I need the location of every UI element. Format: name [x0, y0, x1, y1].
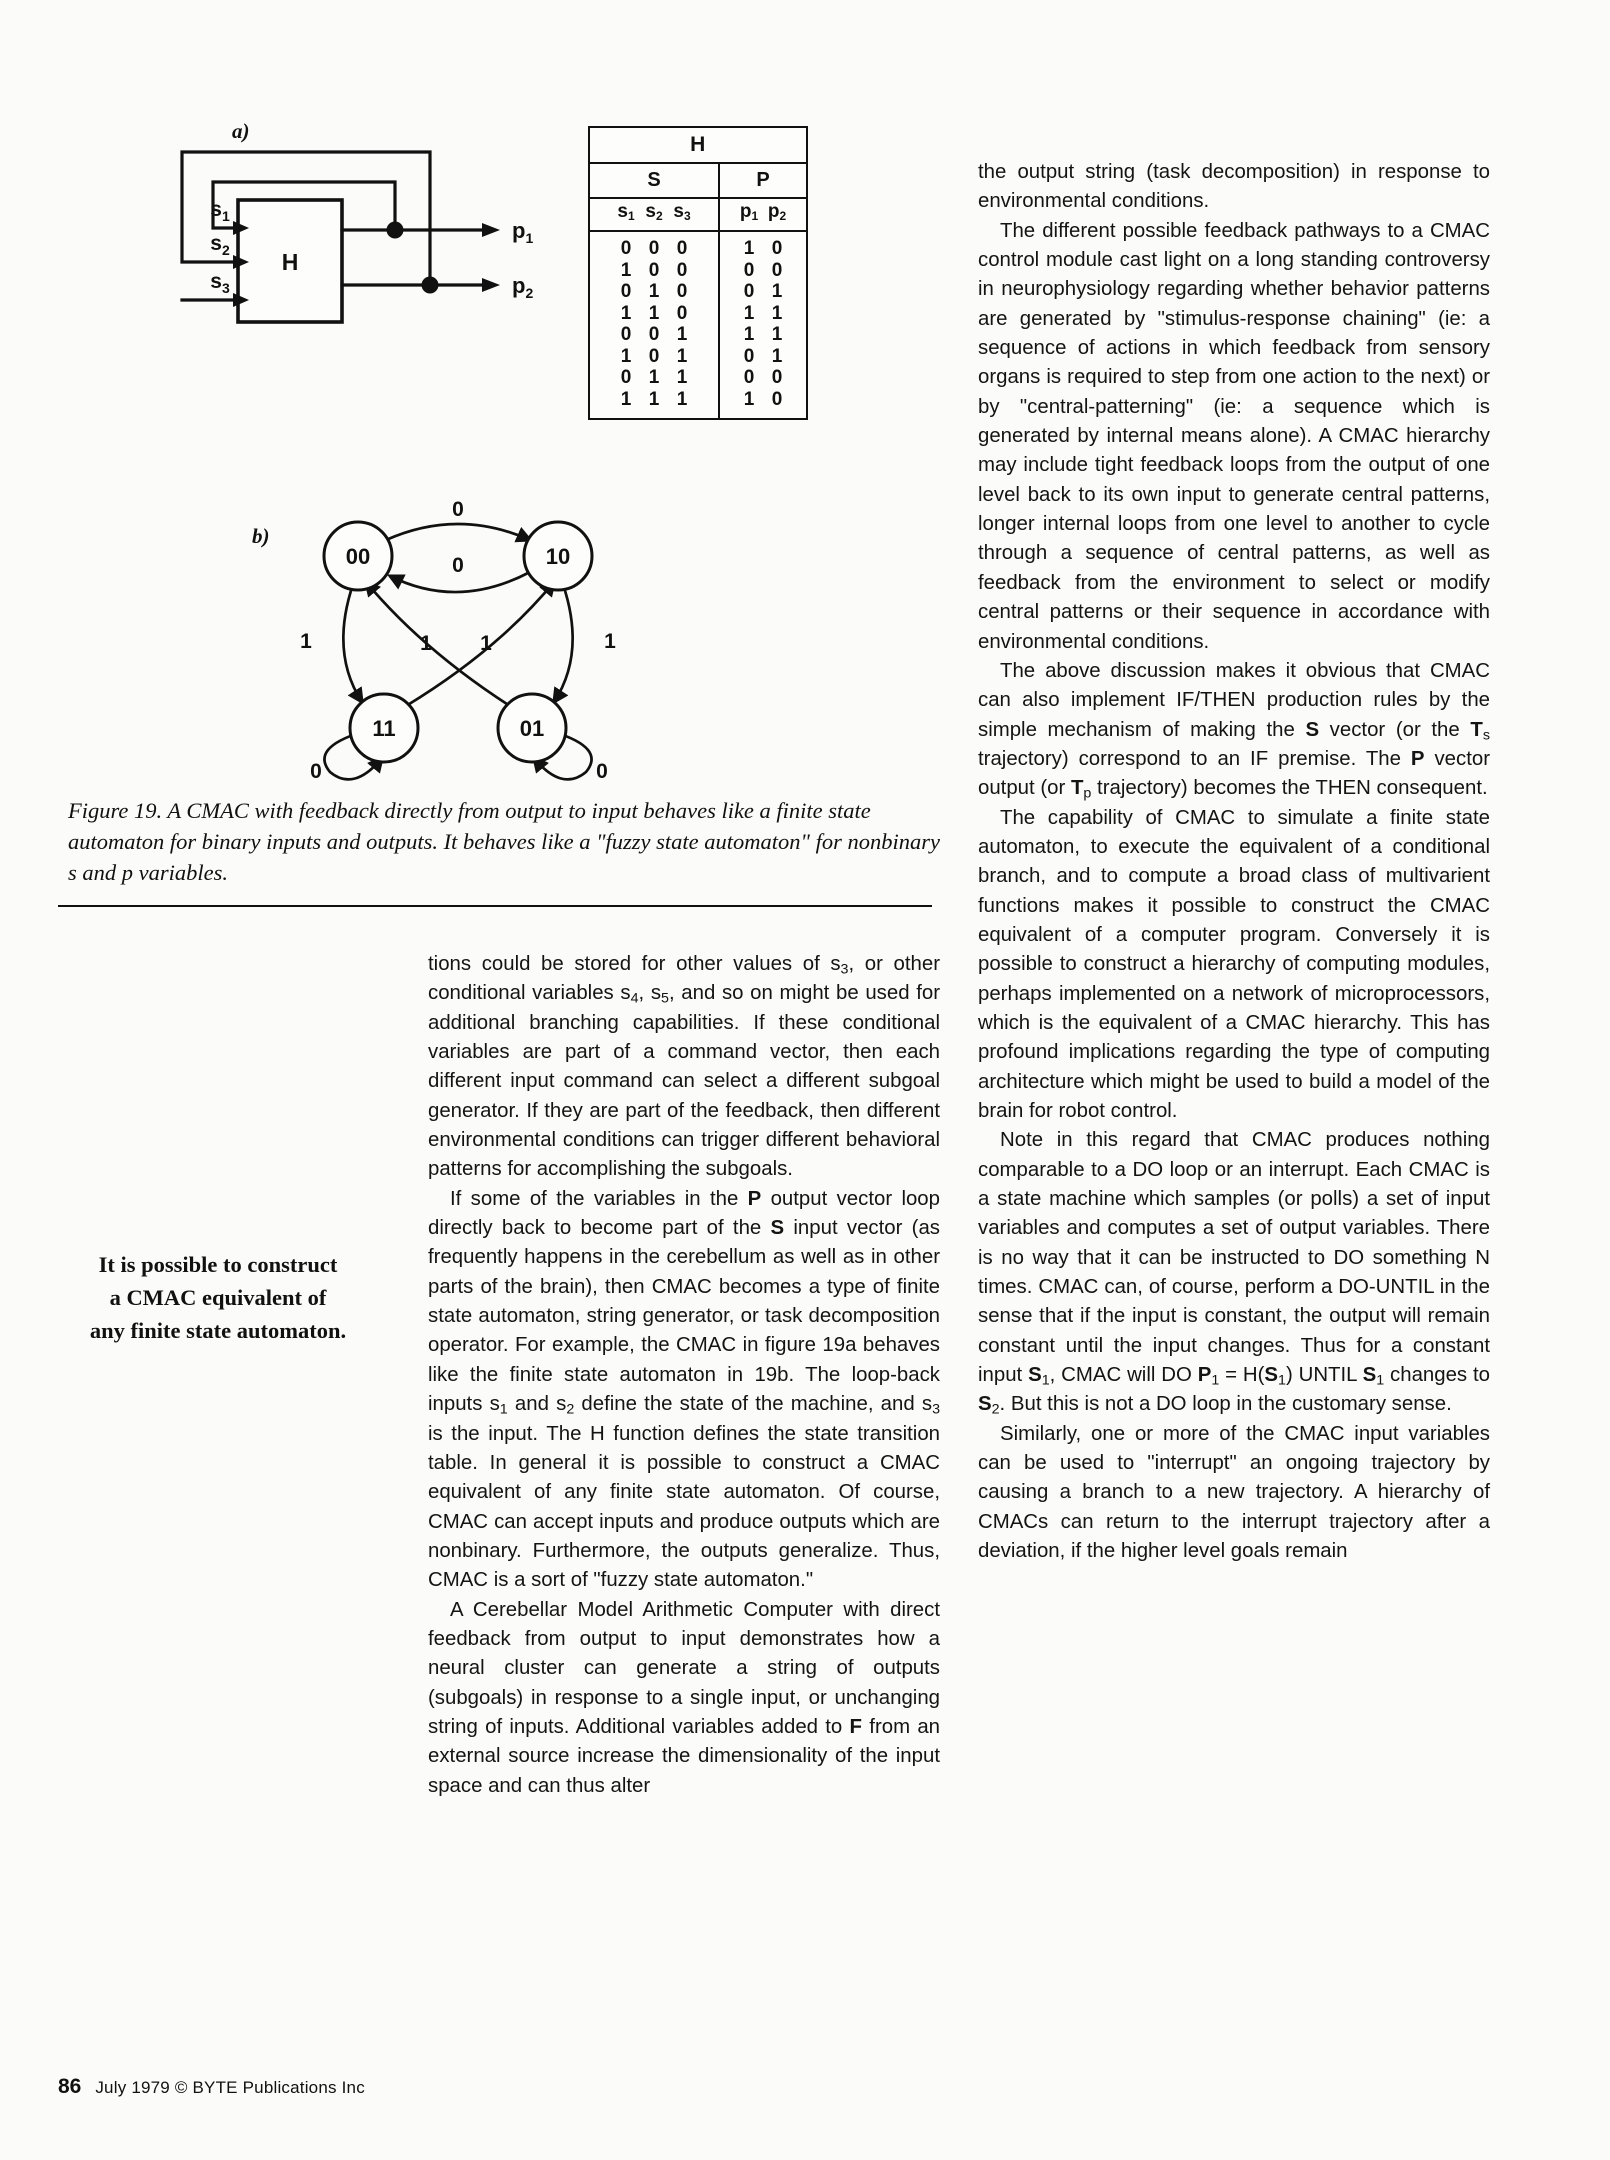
body-column-middle: [428, 950, 940, 1801]
edge-label-center-right: 1: [480, 632, 492, 655]
pull-quote-line-3: any finite state automaton.: [89, 1318, 347, 1343]
edge-label-center-left: 1: [420, 632, 432, 655]
paragraph: If some of the variables in the P output vector loop directly back to become part of the S input vector (as frequently happens in the cerebellum as well as in other parts of the brain), then CMAC becomes a type of finite state automaton, string generator, or task decomposition operator. For example, the CMAC in figure 19a behaves like the finite state automaton in 19b. The loop-back inputs $s_1$ and $s_2$ define the state of the machine, and $s_3$ is the input. The H function defines the state transition table. In general it is possible to construct a CMAC equivalent of any finite state automaton. Of course, CMAC can accept inputs and produce outputs which are nonbinary. Furthermore, the outputs generalize. Thus, CMAC is a sort of "fuzzy state automaton.": [428, 1187, 941, 1592]
s1-column: 0 1 0 1 0 1 0 1: [620, 238, 632, 410]
paragraph: the output string (task decomposition) in response to environmental conditions.: [978, 161, 1490, 213]
h-function-truth-table: [588, 126, 808, 420]
figure-part-b-label: b): [252, 524, 270, 548]
edge-label-self-loop-01: 0: [596, 760, 608, 783]
state-label-01: 01: [519, 716, 545, 741]
truth-table-subheader-row: [589, 198, 807, 231]
publication-credit: July 1979 © BYTE Publications Inc: [95, 2078, 365, 2097]
paragraph: Note in this regard that CMAC produces nothing comparable to a DO loop or an interrupt. Each CMAC is a state machine which samples (or polls) a set of input variables and computes a set of output variables. There is no way that it can be instructed to DO something N times. CMAC can, of course, perform a DO-UNTIL in the sense that if the input is constant, the output will remain constant until the input changes. Thus for a constant input $S_1$, CMAC will DO $P_1 = H(S_1)$ UNTIL $S_1$ changes to $S_2$. But this is not a DO loop in the customary sense.: [978, 1129, 1490, 1419]
s3-column: 0 0 0 0 1 1 1 1: [676, 238, 688, 410]
page-number: 86: [58, 2075, 82, 2098]
body-column-right: [978, 158, 1490, 1567]
state-label-10: 10: [545, 544, 571, 569]
paragraph: Similarly, one or more of the CMAC input variables can be used to "interrupt" an ongoing trajectory by causing a branch to a new trajectory. A hierarchy of CMACs can return to the interrupt trajectory after a deviation, if the higher level goals remain: [978, 1422, 1490, 1563]
block-input-label-s3: $s_3$: [210, 270, 230, 296]
col-header-s1: s1: [617, 201, 635, 224]
state-label-11: 11: [372, 716, 396, 741]
p1-column: 1 0 0 1 1 0 0 1: [743, 238, 755, 410]
block-box-label-h: H: [281, 249, 299, 275]
pull-quote-line-1: It is possible to construct: [98, 1252, 338, 1277]
edge-label-left: 1: [300, 630, 312, 653]
col-header-s2: s2: [645, 201, 663, 224]
block-output-label-p2: $p_2$: [512, 273, 534, 301]
truth-table-s-values: [589, 231, 719, 419]
truth-table-title-row: [589, 127, 807, 163]
finite-state-automaton-diagram: [258, 498, 658, 783]
paragraph: tions could be stored for other values of $s_3$, or other conditional variables $s_4$, $s_5$, and so on might be used for additional branching capabilities. If these conditional variables are part of a command vector, then each different input command can select a different subgoal generator. If they are part of the feedback, then different environmental conditions can trigger different behavioral patterns for accomplishing the subgoals.: [428, 953, 940, 1181]
figure-caption: Figure 19. A CMAC with feedback directly from output to input behaves like a finite state automaton for binary inputs and outputs. It behaves like a "fuzzy state automaton" for nonbinary s and p variables.: [68, 798, 940, 885]
paragraph: A Cerebellar Model Arithmetic Computer with direct feedback from output to input demonstrates how a neural cluster can generate a string of outputs (subgoals) in response to a single input, or unchanging string of inputs. Additional variables added to F from an external source increase the dimensionality of the input space and can thus alter: [428, 1598, 941, 1797]
state-label-00: 00: [345, 544, 371, 569]
figure-part-a-label: a): [232, 119, 250, 143]
p2-column: 0 0 1 1 1 1 0 0: [771, 238, 783, 410]
page-footer: [58, 2075, 365, 2099]
truth-table-group-p: P: [719, 163, 807, 198]
paragraph: The different possible feedback pathways to a CMAC control module cast light on a long standing controversy in neurophysiology regarding whether behavior patterns are generated by "stimulus-response chaining" (ie: a sequence of actions in which feedback from sensory organs is required to step from one action to the next) or by "central-patterning" (ie: a sequence which is generated by internal means alone). A CMAC hierarchy may include tight feedback loops from the output of one level back to its own input to generate central patterns, longer internal loops from one level to another to cycle through a sequence of central patterns, as well as feedback from the environment to select or modify central patterns or their sequence in accordance with environmental conditions.: [978, 219, 1490, 653]
edge-label-top-outer: 0: [452, 498, 464, 521]
truth-table-body-row: [589, 231, 807, 419]
paragraph: The capability of CMAC to simulate a finite state automaton, to execute the equivalent of a conditional branch, and to compute a broad class of multivarient functions makes it possible to construct the CMAC equivalent of a computer program. Conversely it is possible to construct a hierarchy of computing modules, perhaps implemented on a network of microprocessors, which is the equivalent of a CMAC hierarchy. This has profound implications regarding the type of computing architecture which might be used to build a model of the brain for robot control.: [978, 806, 1490, 1122]
section-divider: [58, 905, 932, 907]
edge-label-self-loop-11: 0: [310, 760, 322, 783]
pull-quote-line-2: a CMAC equivalent of: [109, 1285, 327, 1310]
edge-label-top-inner: 0: [452, 554, 464, 577]
truth-table-title: H: [589, 127, 807, 163]
block-input-label-s2: $s_2$: [210, 232, 230, 258]
block-output-label-p1: $p_1$: [512, 218, 534, 246]
col-header-p1: p1: [739, 201, 759, 224]
truth-table-subheaders-s: [589, 198, 719, 231]
truth-table-group-s: S: [589, 163, 719, 198]
truth-table-group-row: [589, 163, 807, 198]
paragraph: The above discussion makes it obvious that CMAC can also implement IF/THEN production rules by the simple mechanism of making the S vector (or the $T_s$ trajectory) correspond to an IF premise. The P vector output (or $T_p$ trajectory) becomes the THEN consequent.: [978, 659, 1490, 802]
block-input-label-s1: $s_1$: [210, 198, 230, 224]
col-header-p2: p2: [767, 201, 787, 224]
s2-column: 0 0 1 1 0 0 1 1: [648, 238, 660, 410]
truth-table-p-values: [719, 231, 807, 419]
pull-quote: [48, 1248, 388, 1347]
truth-table-subheaders-p: [719, 198, 807, 231]
edge-label-right: 1: [604, 630, 616, 653]
cmac-block-diagram: [160, 140, 580, 400]
col-header-s3: s3: [673, 201, 691, 224]
